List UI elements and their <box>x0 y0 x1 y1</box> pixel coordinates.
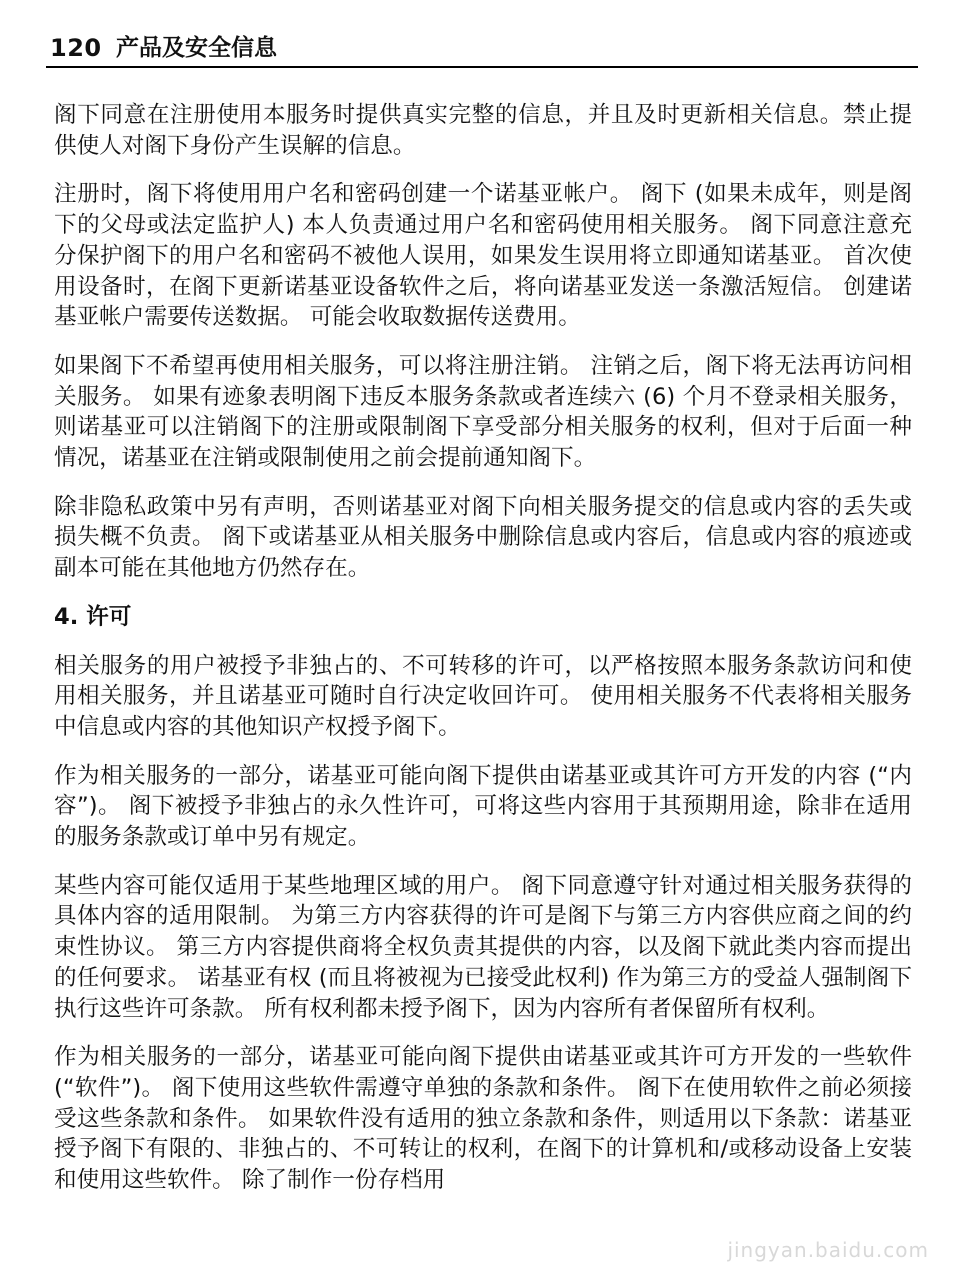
paragraph-registration-info: 阁下同意在注册使用本服务时提供真实完整的信息，并且及时更新相关信息。禁止提供使人对阁下身份产生误解的信息。 <box>54 102 912 159</box>
paragraph-deregistration: 如果阁下不希望再使用相关服务，可以将注册注销。 注销之后，阁下将无法再访问相关服务。 如果有迹象表明阁下违反本服务条款或者连续六 (6) 个月不登录相关服务，则诺基亚可以注销阁下的注册或限制阁下享受部分相关服务的权利，但对于后面一种情况，诺基亚在注销或限制使用之前会提前通知阁下。 <box>54 352 912 472</box>
page-number: 120 <box>50 34 102 62</box>
paragraph-regional-content: 某些内容可能仅适用于某些地理区域的用户。 阁下同意遵守针对通过相关服务获得的具体内容的适用限制。 为第三方内容获得的许可是阁下与第三方内容供应商之间的约束性协议。 第三方内容提供商将全权负责其提供的内容，以及阁下就此类内容而提出的任何要求。 诺基亚有权 (而且将被视为已接受此权利) 作为第三方的受益人强制阁下执行这些许可条款。 所有权利都未授予阁下，因为内容所有者保留所有权利。 <box>54 872 912 1022</box>
paragraph-software-license: 作为相关服务的一部分，诺基亚可能向阁下提供由诺基亚或其许可方开发的一些软件 (“软件”)。 阁下使用这些软件需遵守单独的条款和条件。 阁下在使用软件之前必须接受这些条款和条件。 如果软件没有适用的独立条款和条件，则适用以下条款：诺基亚授予阁下有限的、非独占的、不可转让的权利，在阁下的计算机和/或移动设备上安装和使用这些软件。 除了制作一份存档用 <box>54 1044 912 1194</box>
paragraph-account-creation: 注册时，阁下将使用用户名和密码创建一个诺基亚帐户。 阁下 (如果未成年，则是阁下的父母或法定监护人) 本人负责通过用户名和密码使用相关服务。 阁下同意注意充分保护阁下的用户名和密码不被他人误用，如果发生误用将立即通知诺基亚。 首次使用设备时，在阁下更新诺基亚设备软件之后，将向诺基亚发送一条激活短信。 创建诺基亚帐户需要传送数据。 可能会收取数据传送费用。 <box>54 181 912 331</box>
paragraph-license-grant: 相关服务的用户被授予非独占的、不可转移的许可，以严格按照本服务条款访问和使用相关服务，并且诺基亚可随时自行决定收回许可。 使用相关服务不代表将相关服务中信息或内容的其他知识产权授予阁下。 <box>54 652 912 740</box>
document-body <box>54 100 912 1214</box>
section-heading-license: 4. 许可 <box>54 603 132 630</box>
page-header-title: 产品及安全信息 <box>116 35 277 61</box>
paragraph-content-loss: 除非隐私政策中另有声明，否则诺基亚对阁下向相关服务提交的信息或内容的丢失或损失概不负责。 阁下或诺基亚从相关服务中删除信息或内容后，信息或内容的痕迹或副本可能在其他地方仍然存在。 <box>54 493 912 582</box>
paragraph-content-license: 作为相关服务的一部分，诺基亚可能向阁下提供由诺基亚或其许可方开发的内容 (“内容”)。 阁下被授予非独占的永久性许可，可将这些内容用于其预期用途，除非在适用的服务条款或订单中另有规定。 <box>54 762 912 851</box>
page-header <box>46 30 918 68</box>
watermark: jingyan.baidu.com <box>727 1238 929 1262</box>
